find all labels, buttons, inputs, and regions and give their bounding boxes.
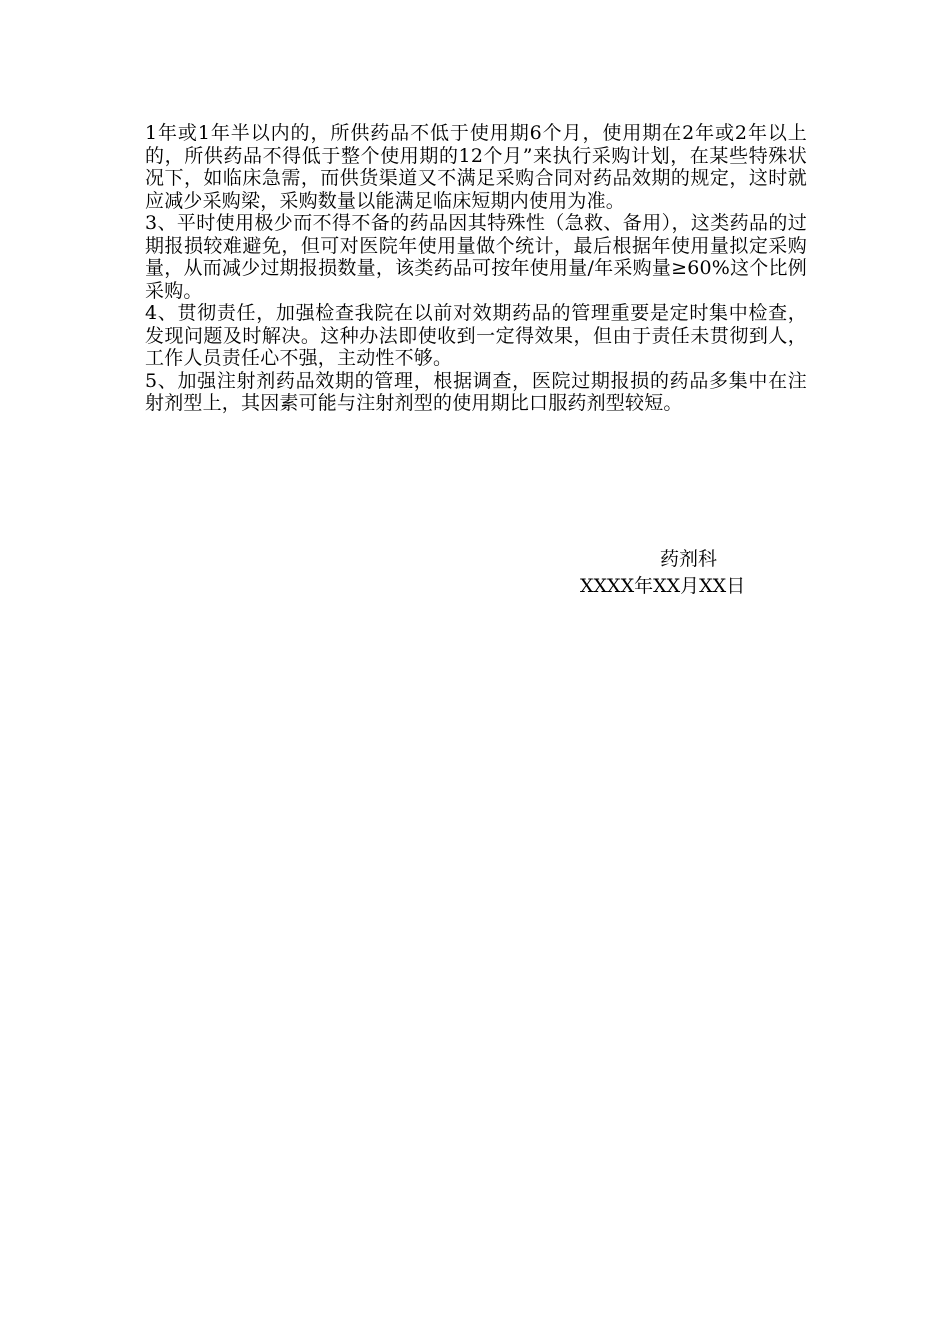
signature-date: XXXX年XX月XX日: [580, 575, 746, 597]
document-body: [145, 122, 807, 415]
paragraph-item-3: 3、平时使用极少而不得不备的药品因其特殊性（急救、备用），这类药品的过期报损较难避免，但可对医院年使用量做个统计，最后根据年使用量拟定采购量，从而减少过期报损数量，该类药品可按年使用量/年采购量≥60%这个比例采购。: [145, 212, 807, 302]
paragraph-item-5: 5、加强注射剂药品效期的管理，根据调查，医院过期报损的药品多集中在注射剂型上，其因素可能与注射剂型的使用期比口服药剂型较短。: [145, 369, 807, 414]
paragraph-item-4: 4、贯彻责任，加强检查我院在以前对效期药品的管理重要是定时集中检查，发现问题及时解决。这种办法即使收到一定得效果，但由于责任未贯彻到人，工作人员责任心不强，主动性不够。: [145, 302, 807, 369]
signature-department: 药剂科: [660, 548, 718, 570]
paragraph-procurement-period: 1年或1年半以内的，所供药品不低于使用期6个月，使用期在2年或2年以上的，所供药品不得低于整个使用期的12个月”来执行采购计划，在某些特殊状况下，如临床急需，而供货渠道又不满足采购合同对药品效期的规定，这时就应减少采购梁，采购数量以能满足临床短期内使用为准。: [145, 122, 807, 212]
